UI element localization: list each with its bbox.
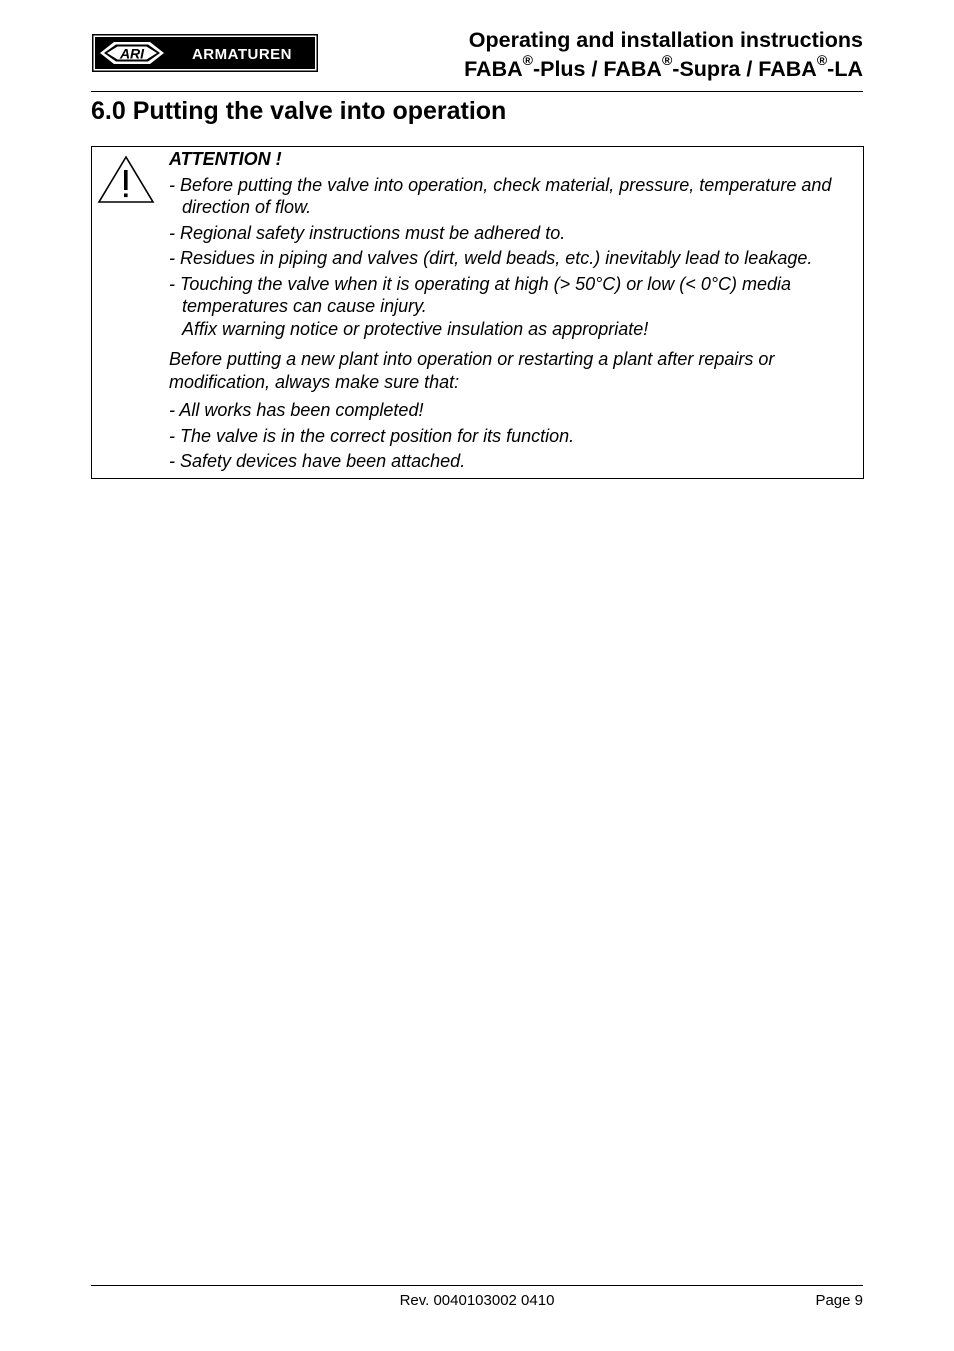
attention-item: - Residues in piping and valves (dirt, weld beads, etc.) inevitably lead to leakage. bbox=[169, 248, 813, 268]
document-title-line2: FABA®-Plus / FABA®-Supra / FABA®-LA bbox=[464, 51, 863, 81]
attention-box bbox=[91, 146, 864, 479]
attention-content bbox=[169, 147, 857, 473]
attention-item: - Touching the valve when it is operating at high (> 50°C) or low (< 0°C) media temperatures can cause injury. Affix warning notice or protective insulation as appropriate! bbox=[169, 273, 792, 339]
svg-text:ARI: ARI bbox=[119, 45, 145, 62]
document-title bbox=[464, 26, 863, 84]
check-item: - Safety devices have been attached. bbox=[169, 451, 466, 471]
ari-armaturen-logo bbox=[92, 34, 318, 72]
footer-divider bbox=[91, 1285, 863, 1286]
check-item: - The valve is in the correct position for its function. bbox=[169, 425, 575, 446]
attention-item: - Before putting the valve into operation, check material, pressure, temperature and direction of flow. bbox=[169, 174, 832, 217]
page-number: Page 9 bbox=[815, 1292, 863, 1309]
check-item: - All works has been completed! bbox=[169, 400, 424, 420]
header-divider bbox=[91, 91, 863, 92]
attention-item: - Regional safety instructions must be adhered to. bbox=[169, 222, 566, 243]
warning-triangle-icon bbox=[97, 155, 155, 205]
attention-heading: ATTENTION ! bbox=[169, 149, 282, 169]
revision-number: Rev. 0040103002 0410 bbox=[399, 1292, 555, 1309]
document-title-line1: Operating and installation instructions bbox=[468, 28, 863, 52]
svg-text:ARMATUREN: ARMATUREN bbox=[191, 46, 293, 63]
attention-paragraph: Before putting a new plant into operation or restarting a plant after repairs or modification, always make sure that: bbox=[169, 349, 775, 392]
section-title: 6.0 Putting the valve into operation bbox=[91, 97, 507, 125]
attention-item-extra: Affix warning notice or protective insulation as appropriate! bbox=[182, 318, 649, 339]
